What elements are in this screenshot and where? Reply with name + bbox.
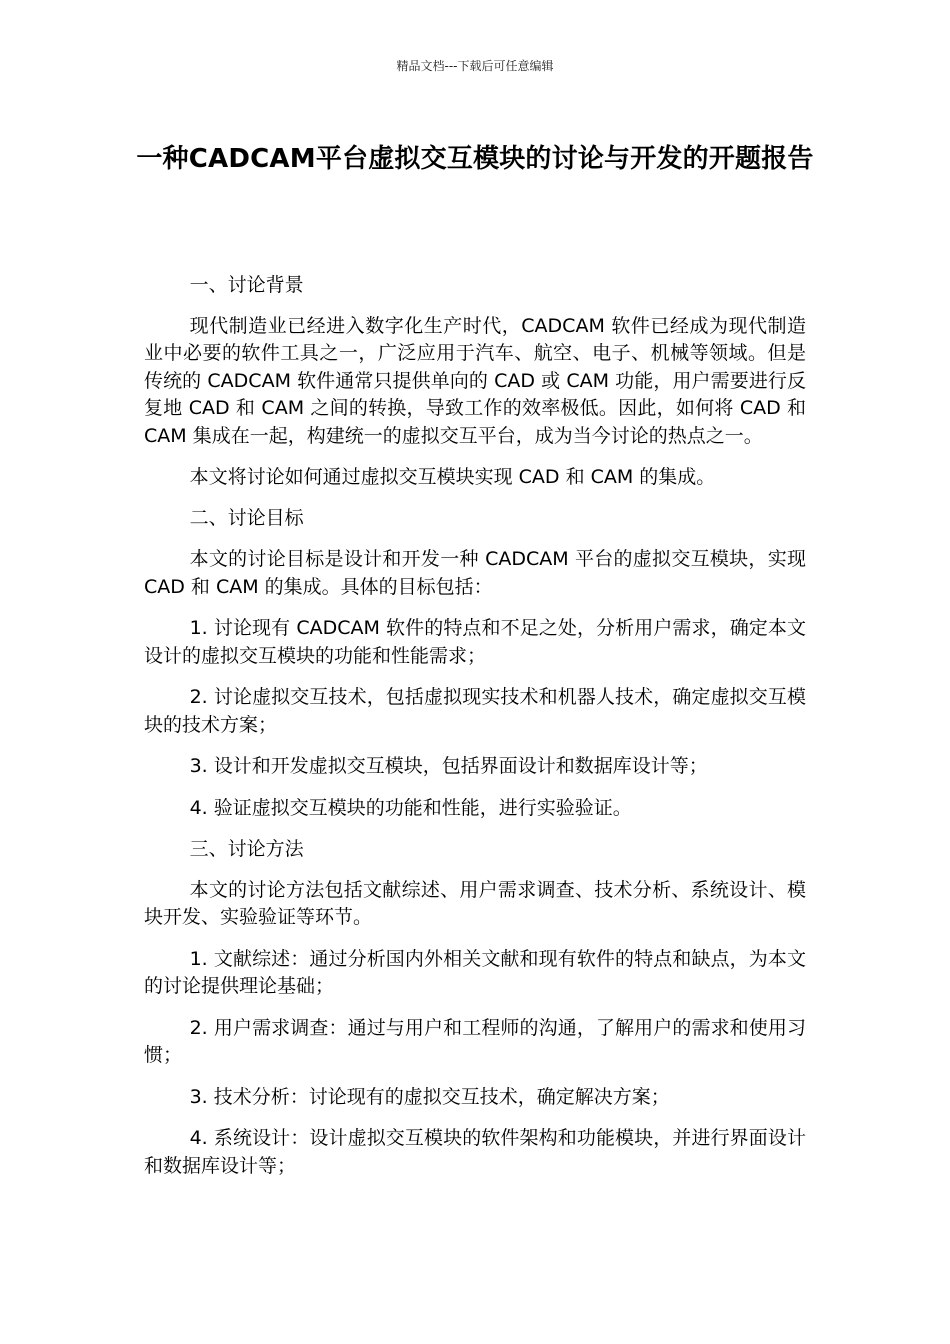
method-item-4: 4. 系统设计：设计虚拟交互模块的软件架构和功能模块，并进行界面设计和数据库设计等； — [144, 1127, 806, 1177]
method-item-2: 2. 用户需求调查：通过与用户和工程师的沟通，了解用户的需求和使用习惯； — [144, 1016, 806, 1067]
section-heading-background: 一、讨论背景 — [189, 274, 304, 296]
method-item-1: 1. 文献综述：通过分析国内外相关文献和现有软件的特点和缺点，为本文的讨论提供理论基础； — [144, 947, 806, 998]
goal-item-2: 2. 讨论虚拟交互技术，包括虚拟现实技术和机器人技术，确定虚拟交互模块的技术方案； — [144, 686, 806, 736]
section-heading-methods: 三、讨论方法 — [189, 837, 304, 860]
paragraph-background: 现代制造业已经进入数字化生产时代，CADCAM 软件已经成为现代制造业中必要的软件工具之一，广泛应用于汽车、航空、电子、机械等领域。但是传统的 CADCAM 软件通常只提供单向的 CAD 或 CAM 功能，用户需要进行反复地 CAD 和 CAM 之间的转换，导致工作的效率极低。因此，如何将 CAD 和 CAM 集成在一起，构建统一的虚拟交互平台，成为当今讨论的热点之一。 — [144, 315, 806, 447]
paragraph-intent: 本文将讨论如何通过虚拟交互模块实现 CAD 和 CAM 的集成。 — [189, 466, 716, 489]
header-note: 精品文档---下载后可任意编辑 — [396, 59, 554, 73]
goal-item-3: 3. 设计和开发虚拟交互模块，包括界面设计和数据库设计等； — [189, 755, 708, 778]
method-item-3: 3. 技术分析：讨论现有的虚拟交互技术，确定解决方案； — [189, 1085, 670, 1108]
goal-item-4: 4. 验证虚拟交互模块的功能和性能，进行实验验证。 — [189, 796, 632, 819]
document-title: 一种CADCAM平台虚拟交互模块的讨论与开发的开题报告 — [136, 144, 814, 174]
paragraph-goals-intro: 本文的讨论目标是设计和开发一种 CADCAM 平台的虚拟交互模块，实现 CAD 和 CAM 的集成。具体的目标包括： — [144, 548, 806, 598]
document-body — [144, 272, 806, 1180]
paragraph-methods-intro: 本文的讨论方法包括文献综述、用户需求调查、技术分析、系统设计、模块开发、实验验证等环节。 — [144, 878, 806, 929]
section-heading-goals: 二、讨论目标 — [189, 507, 304, 530]
goal-item-1: 1. 讨论现有 CADCAM 软件的特点和不足之处，分析用户需求，确定本文设计的虚拟交互模块的功能和性能需求； — [144, 617, 806, 667]
